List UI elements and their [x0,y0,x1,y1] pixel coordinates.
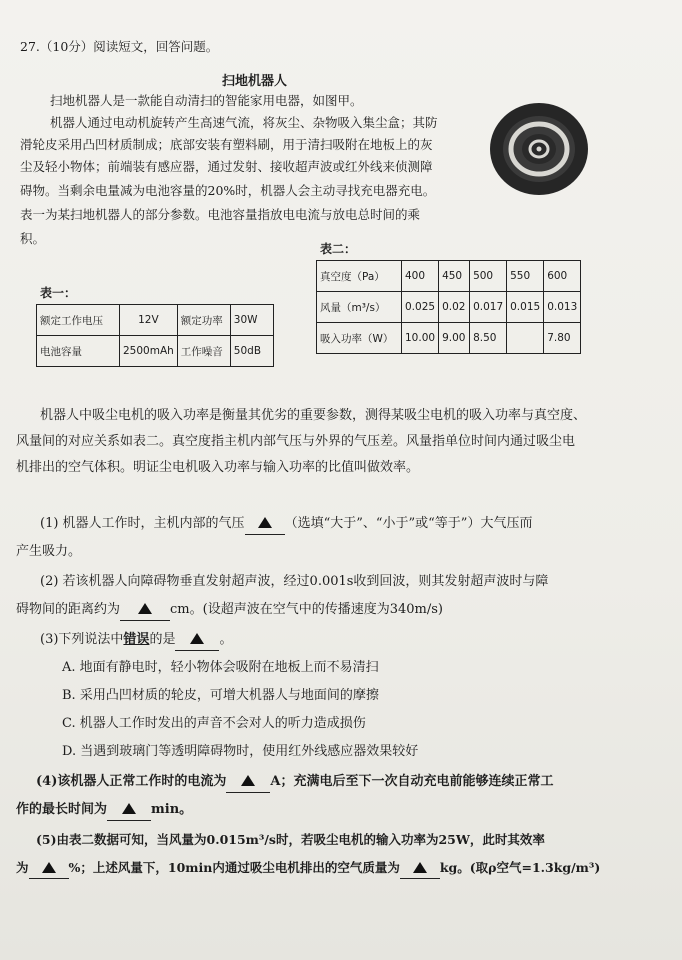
table2-cell: 8.50 [470,323,507,354]
table2 [316,260,581,354]
table2-cell: 0.025 [402,292,439,323]
q5-text-a: (5)由表二数据可知，当风量为0.015m³/s时，若吸尘电机的输入功率为25W，此时其效率 [36,832,545,847]
q3-answer-blank[interactable] [175,630,219,651]
table2-row [317,292,581,323]
q3-text-d: 。 [219,632,233,647]
intro-line-7: 积。 [20,231,46,246]
table2-row [317,323,581,354]
table2-cell: 真空度（Pa） [317,261,402,292]
q3-text-a: (3)下列说法中 [40,632,124,647]
table2-cell: 吸入功率（W） [317,323,402,354]
question-1-line-1 [40,514,532,535]
q4-text-a: (4)该机器人正常工作时的电流为 [36,774,227,789]
question-3-stem [40,630,232,651]
table1-cell: 电池容量 [37,336,120,367]
table2-row [317,261,581,292]
intro-line-2: 机器人通过电动机旋转产生高速气流，将灰尘、杂物吸入集尘盒；其防 [50,115,438,130]
triangle-icon [190,633,204,644]
table1-cell: 50dB [230,336,273,367]
q5-text-b: 为 [16,860,29,875]
question-header: 27.（10分）阅读短文，回答问题。 [20,39,219,54]
table2-cell: 0.013 [544,292,581,323]
robot-vacuum-figure [488,100,590,198]
q3-emphasis: 错误 [123,632,150,647]
para2-line-2: 风量间的对应关系如表二。真空度指主机内部气压与外界的气压差。风量指单位时间内通过吸尘电 [16,434,576,449]
table2-cell: 0.015 [507,292,544,323]
table2-cell: 10.00 [402,323,439,354]
table2-cell: 450 [439,261,470,292]
table1-cell: 额定工作电压 [37,305,120,336]
triangle-icon [241,775,255,786]
q2-text-c: cm。(设超声波在空气中的传播速度为340m/s) [170,602,443,617]
table2-caption: 表二： [320,242,357,256]
triangle-icon [413,862,427,873]
table1-cell: 2500mAh [120,336,178,367]
q4-text-d: min。 [151,802,193,817]
passage-title: 扫地机器人 [222,74,288,89]
table2-cell: 400 [402,261,439,292]
q3-option-d[interactable]: D. 当遇到玻璃门等透明障碍物时，使用红外线感应器效果较好 [62,744,419,759]
table1 [36,304,274,367]
para2-line-1: 机器人中吸尘电机的吸入功率是衡量其优劣的重要参数，测得某吸尘电机的吸入功率与真空度、 [40,408,587,423]
question-4-line-1 [36,772,553,793]
q3-option-a[interactable]: A. 地面有静电时，轻小物体会吸附在地板上而不易清扫 [62,660,379,675]
table1-caption: 表一： [40,286,77,300]
table1-row [37,336,274,367]
table1-cell: 工作噪音 [177,336,230,367]
table2-cell [507,323,544,354]
q2-text-b: 碍物间的距离约为 [16,602,121,617]
table2-cell: 500 [470,261,507,292]
triangle-icon [122,803,136,814]
table2-cell: 0.017 [470,292,507,323]
q3-option-b[interactable]: B. 采用凸凹材质的轮皮，可增大机器人与地面间的摩擦 [62,688,379,703]
q5-mass-blank[interactable] [400,858,440,879]
triangle-icon [258,517,272,528]
question-4-line-2 [16,800,192,821]
table2-cell: 7.80 [544,323,581,354]
q4-text-b: A；充满电后至下一次自动充电前能够连续正常工 [270,774,554,789]
table1-cell: 12V [120,305,178,336]
q4-current-blank[interactable] [226,772,270,793]
intro-line-6: 表一为某扫地机器人的部分参数。电池容量指放电电流与放电总时间的乘 [20,207,421,222]
q1-text-b: （选填“大于”、“小于”或“等于”）大气压而 [284,516,533,531]
q3-text-c: 的是 [149,632,176,647]
q1-text-c: 产生吸力。 [16,544,82,559]
q1-text-a: (1) 机器人工作时，主机内部的气压 [40,516,245,531]
table1-row [37,305,274,336]
table2-cell: 风量（m³/s） [317,292,402,323]
question-5-line-2 [16,858,600,879]
q3-option-c[interactable]: C. 机器人工作时发出的声音不会对人的听力造成损伤 [62,716,366,731]
q4-text-c: 作的最长时间为 [16,802,108,817]
question-2-line-2 [16,600,443,621]
q1-answer-blank[interactable] [245,514,285,535]
q5-efficiency-blank[interactable] [29,858,69,879]
triangle-icon [138,603,152,614]
table2-cell: 0.02 [439,292,470,323]
intro-line-3: 滑轮皮采用凸凹材质制成；底部安装有塑料刷，用于清扫吸附在地板上的灰 [20,137,433,152]
q5-text-d: kg。(取ρ空气=1.3kg/m³) [439,860,601,875]
intro-line-5: 碍物。当剩余电量减为电池容量的20%时，机器人会主动寻找充电器充电。 [20,183,436,198]
para2-line-3: 机排出的空气体积。明证尘电机吸入功率与输入功率的比值叫做效率。 [16,460,420,475]
q4-time-blank[interactable] [107,800,151,821]
table2-cell: 550 [507,261,544,292]
table1-cell: 30W [230,305,273,336]
table1-cell: 额定功率 [177,305,230,336]
table2-cell: 600 [544,261,581,292]
triangle-icon [42,862,56,873]
q2-answer-blank[interactable] [120,600,170,621]
q5-text-c: %；上述风量下，10min内通过吸尘电机排出的空气质量为 [68,860,400,875]
q2-text-a: (2) 若该机器人向障碍物垂直发射超声波，经过0.001s收到回波，则其发射超声波时与障 [40,574,549,589]
intro-line-1: 扫地机器人是一款能自动清扫的智能家用电器，如图甲。 [50,93,363,108]
table2-cell: 9.00 [439,323,470,354]
intro-line-4: 尘及轻小物体；前端装有感应器，通过发射、接收超声波或红外线来侦测障 [20,159,433,174]
